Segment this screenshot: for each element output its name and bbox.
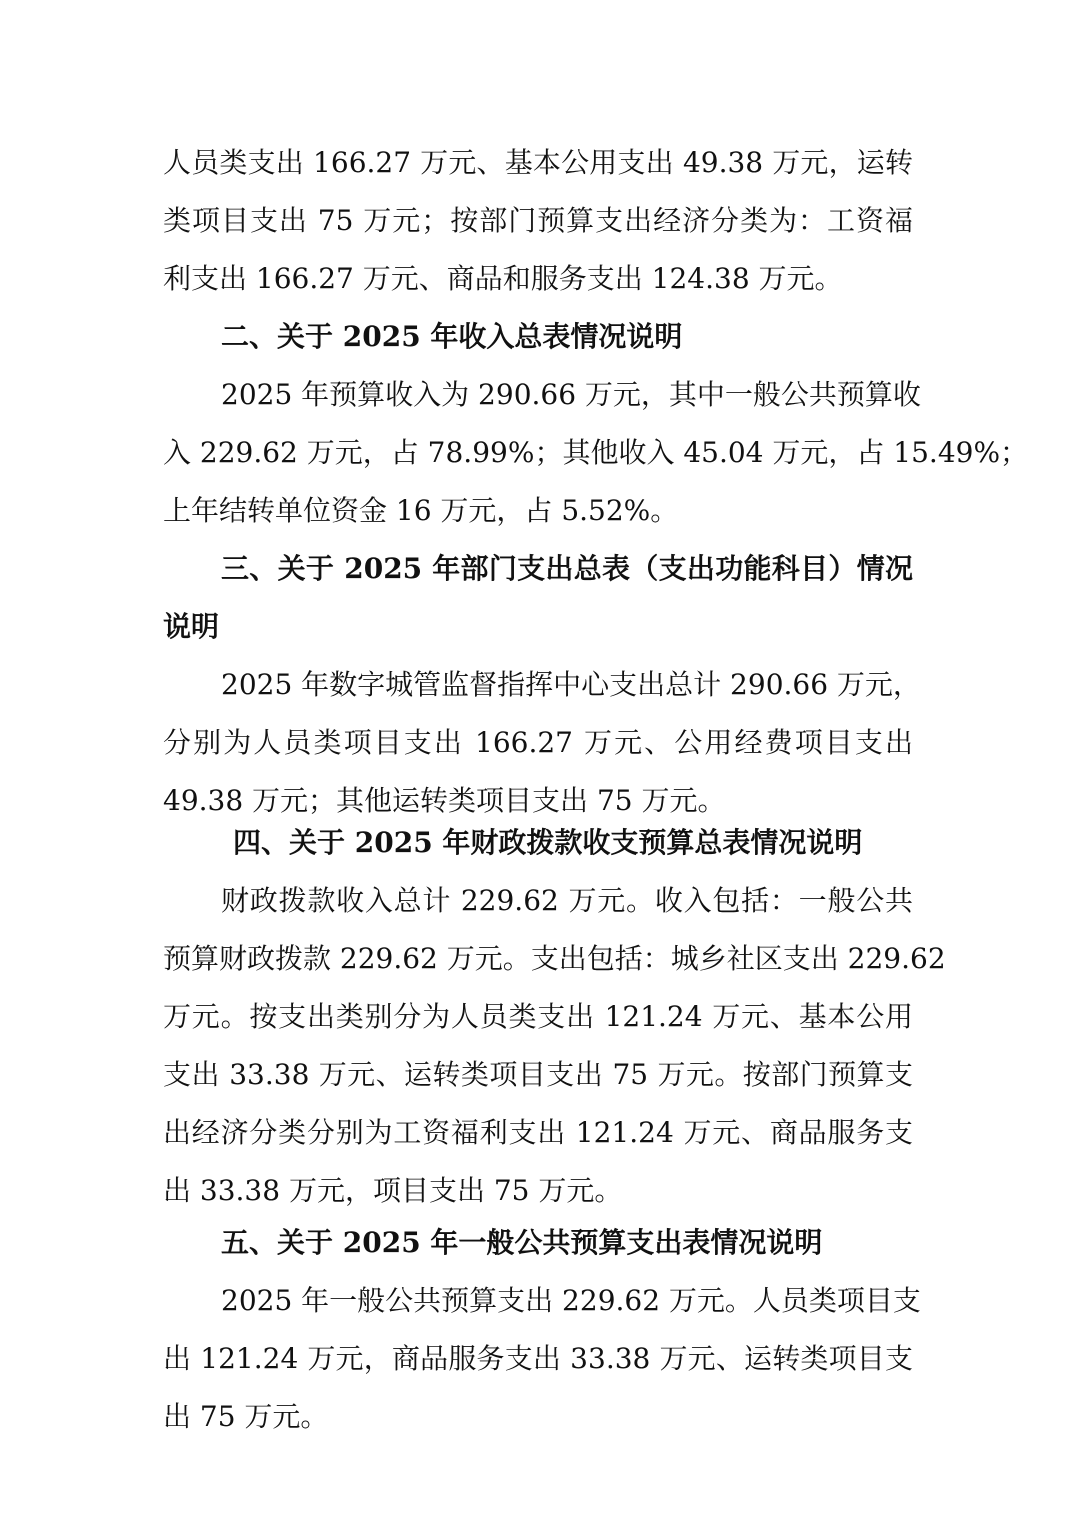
body-text-line: 财政拨款收入总计 229.62 万元。收入包括：一般公共 bbox=[221, 884, 913, 917]
body-text-line: 出 75 万元。 bbox=[163, 1400, 329, 1433]
body-text-line: 支出 33.38 万元、运转类项目支出 75 万元。按部门预算支 bbox=[163, 1058, 913, 1091]
section-heading-general-budget: 五、关于 2025 年一般公共预算支出表情况说明 bbox=[221, 1226, 823, 1259]
body-text-line: 49.38 万元；其他运转类项目支出 75 万元。 bbox=[163, 784, 726, 817]
body-text-line: 人员类支出 166.27 万元、基本公用支出 49.38 万元，运转 bbox=[163, 146, 913, 179]
section-heading-fiscal-appropriation: 四、关于 2025 年财政拨款收支预算总表情况说明 bbox=[233, 826, 863, 859]
section-heading-expenditure: 三、关于 2025 年部门支出总表（支出功能科目）情况 bbox=[221, 552, 913, 585]
body-text-line: 分别为人员类项目支出 166.27 万元、公用经费项目支出 bbox=[163, 726, 913, 759]
section-heading-expenditure-cont: 说明 bbox=[163, 610, 220, 643]
body-text-line: 2025 年数字城管监督指挥中心支出总计 290.66 万元， bbox=[221, 668, 921, 701]
body-text-line: 上年结转单位资金 16 万元，占 5.52%。 bbox=[163, 494, 679, 527]
body-text-line: 出 121.24 万元，商品服务支出 33.38 万元、运转类项目支 bbox=[163, 1342, 913, 1375]
body-text-line: 入 229.62 万元，占 78.99%；其他收入 45.04 万元，占 15.49%； bbox=[163, 436, 1029, 469]
body-text-line: 万元。按支出类别分为人员类支出 121.24 万元、基本公用 bbox=[163, 1000, 913, 1033]
body-text-line: 预算财政拨款 229.62 万元。支出包括：城乡社区支出 229.62 bbox=[163, 942, 946, 975]
body-text-line: 利支出 166.27 万元、商品和服务支出 124.38 万元。 bbox=[163, 262, 843, 295]
body-text-line: 类项目支出 75 万元；按部门预算支出经济分类为：工资福 bbox=[163, 204, 913, 237]
body-text-line: 2025 年预算收入为 290.66 万元，其中一般公共预算收 bbox=[221, 378, 921, 411]
body-text-line: 出 33.38 万元，项目支出 75 万元。 bbox=[163, 1174, 623, 1207]
section-heading-income: 二、关于 2025 年收入总表情况说明 bbox=[221, 320, 683, 353]
body-text-line: 2025 年一般公共预算支出 229.62 万元。人员类项目支 bbox=[221, 1284, 921, 1317]
body-text-line: 出经济分类分别为工资福利支出 121.24 万元、商品服务支 bbox=[163, 1116, 913, 1149]
